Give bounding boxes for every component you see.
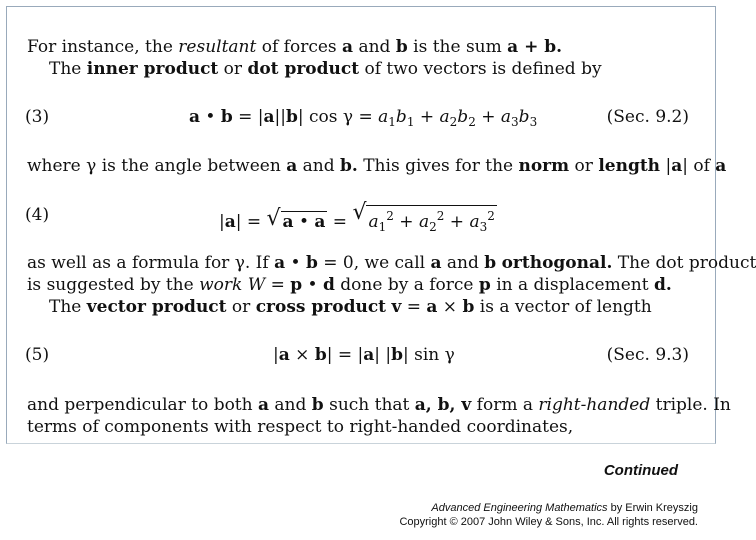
text: where γ is the angle between xyxy=(27,156,287,176)
text: triple. In xyxy=(650,395,731,415)
text: and xyxy=(353,37,396,57)
term-cross-product: cross product xyxy=(255,297,387,317)
text: or xyxy=(569,156,599,176)
text: or xyxy=(218,59,248,79)
paragraph-work xyxy=(27,275,672,295)
text: and xyxy=(441,253,485,273)
section-reference: (Sec. 9.2) xyxy=(606,107,689,127)
text: or xyxy=(226,297,256,317)
term-work: work W xyxy=(199,275,266,295)
text: This gives for the xyxy=(357,156,519,176)
paragraph-inner-product xyxy=(49,59,602,79)
term-inner-product: inner product xyxy=(86,59,219,79)
vector-a: a xyxy=(258,395,270,415)
text: × xyxy=(437,297,463,317)
text: such that xyxy=(323,395,415,415)
text: For instance, the xyxy=(27,37,179,57)
text: is a vector of length xyxy=(474,297,652,317)
vector-a: a xyxy=(342,37,354,57)
text: The dot product xyxy=(612,253,756,273)
sum-expression: a + b. xyxy=(507,37,563,57)
term-norm: norm xyxy=(518,156,570,176)
vector-a: a xyxy=(426,297,438,317)
equation-number-4: (4) xyxy=(25,205,50,225)
text: and xyxy=(297,156,340,176)
vector-a: a xyxy=(274,253,286,273)
vector-d: d xyxy=(323,275,335,295)
text: • xyxy=(285,253,306,273)
equation-number-5: (5) xyxy=(25,345,50,365)
continued-label: Continued xyxy=(603,462,678,479)
text: and perpendicular to both xyxy=(27,395,258,415)
term-vector-product: vector product xyxy=(86,297,227,317)
term-orthogonal: orthogonal. xyxy=(501,253,613,273)
text: form a xyxy=(471,395,539,415)
book-credit xyxy=(431,502,698,514)
paragraph-components xyxy=(27,417,573,437)
text: and xyxy=(269,395,312,415)
paragraph-resultant xyxy=(27,37,562,57)
text: = xyxy=(265,275,291,295)
equation-cross-product: |a × b| = |a| |b| sin γ xyxy=(273,345,455,365)
vector-a: a xyxy=(286,156,298,176)
text: The xyxy=(49,59,87,79)
vector-a: a xyxy=(715,156,727,176)
paragraph-right-handed xyxy=(27,395,731,415)
vector-b: b xyxy=(311,395,324,415)
book-title: Advanced Engineering Mathematics xyxy=(431,502,608,514)
paragraph-orthogonal xyxy=(27,253,756,273)
term-length: length xyxy=(598,156,661,176)
text: in a displacement xyxy=(490,275,654,295)
text: The xyxy=(49,297,87,317)
text: = xyxy=(401,297,427,317)
text: done by a force xyxy=(334,275,479,295)
vector-triple: a, b, v xyxy=(414,395,472,415)
paragraph-norm xyxy=(27,156,726,176)
vector-b: b xyxy=(305,253,318,273)
vector-a: a xyxy=(671,156,683,176)
term-right-handed: right-handed xyxy=(538,395,651,415)
equation-dot-product: a • b = |a||b| $\cos \gamma = a_1b_1 + a_2b_2 + a_3b_3$ xyxy=(189,107,538,129)
vector-d: d. xyxy=(653,275,672,295)
text: of forces xyxy=(256,37,343,57)
textbook-excerpt xyxy=(6,6,756,444)
vector-b: b xyxy=(484,253,497,273)
text: of two vectors is defined by xyxy=(359,59,602,79)
term-dot-product: dot product xyxy=(247,59,360,79)
vector-p: p xyxy=(478,275,491,295)
vector-p: p xyxy=(290,275,303,295)
text: • xyxy=(302,275,323,295)
equation-number-3: (3) xyxy=(25,107,50,127)
section-reference: (Sec. 9.3) xyxy=(606,345,689,365)
text: as well as a formula for γ. If xyxy=(27,253,275,273)
term-resultant: resultant xyxy=(178,37,257,57)
vector-v: v xyxy=(391,297,402,317)
text: = 0, we call xyxy=(317,253,431,273)
vector-a: a xyxy=(430,253,442,273)
text: | of xyxy=(682,156,716,176)
book-author: by Erwin Kreyszig xyxy=(607,502,698,514)
vector-b: b xyxy=(462,297,475,317)
text: is the sum xyxy=(407,37,508,57)
copyright-notice: Copyright © 2007 John Wiley & Sons, Inc. All rights reserved. xyxy=(399,516,698,528)
text: is suggested by the xyxy=(27,275,200,295)
vector-b: b. xyxy=(340,156,358,176)
text: | xyxy=(660,156,672,176)
equation-norm: |a| = √ a • a = √ $a_1^2 + a_2^2 + a_3^2$ xyxy=(219,205,497,237)
text: terms of components with respect to right-handed coordinates, xyxy=(27,417,574,437)
paragraph-cross-product xyxy=(49,297,652,317)
vector-b: b xyxy=(395,37,408,57)
